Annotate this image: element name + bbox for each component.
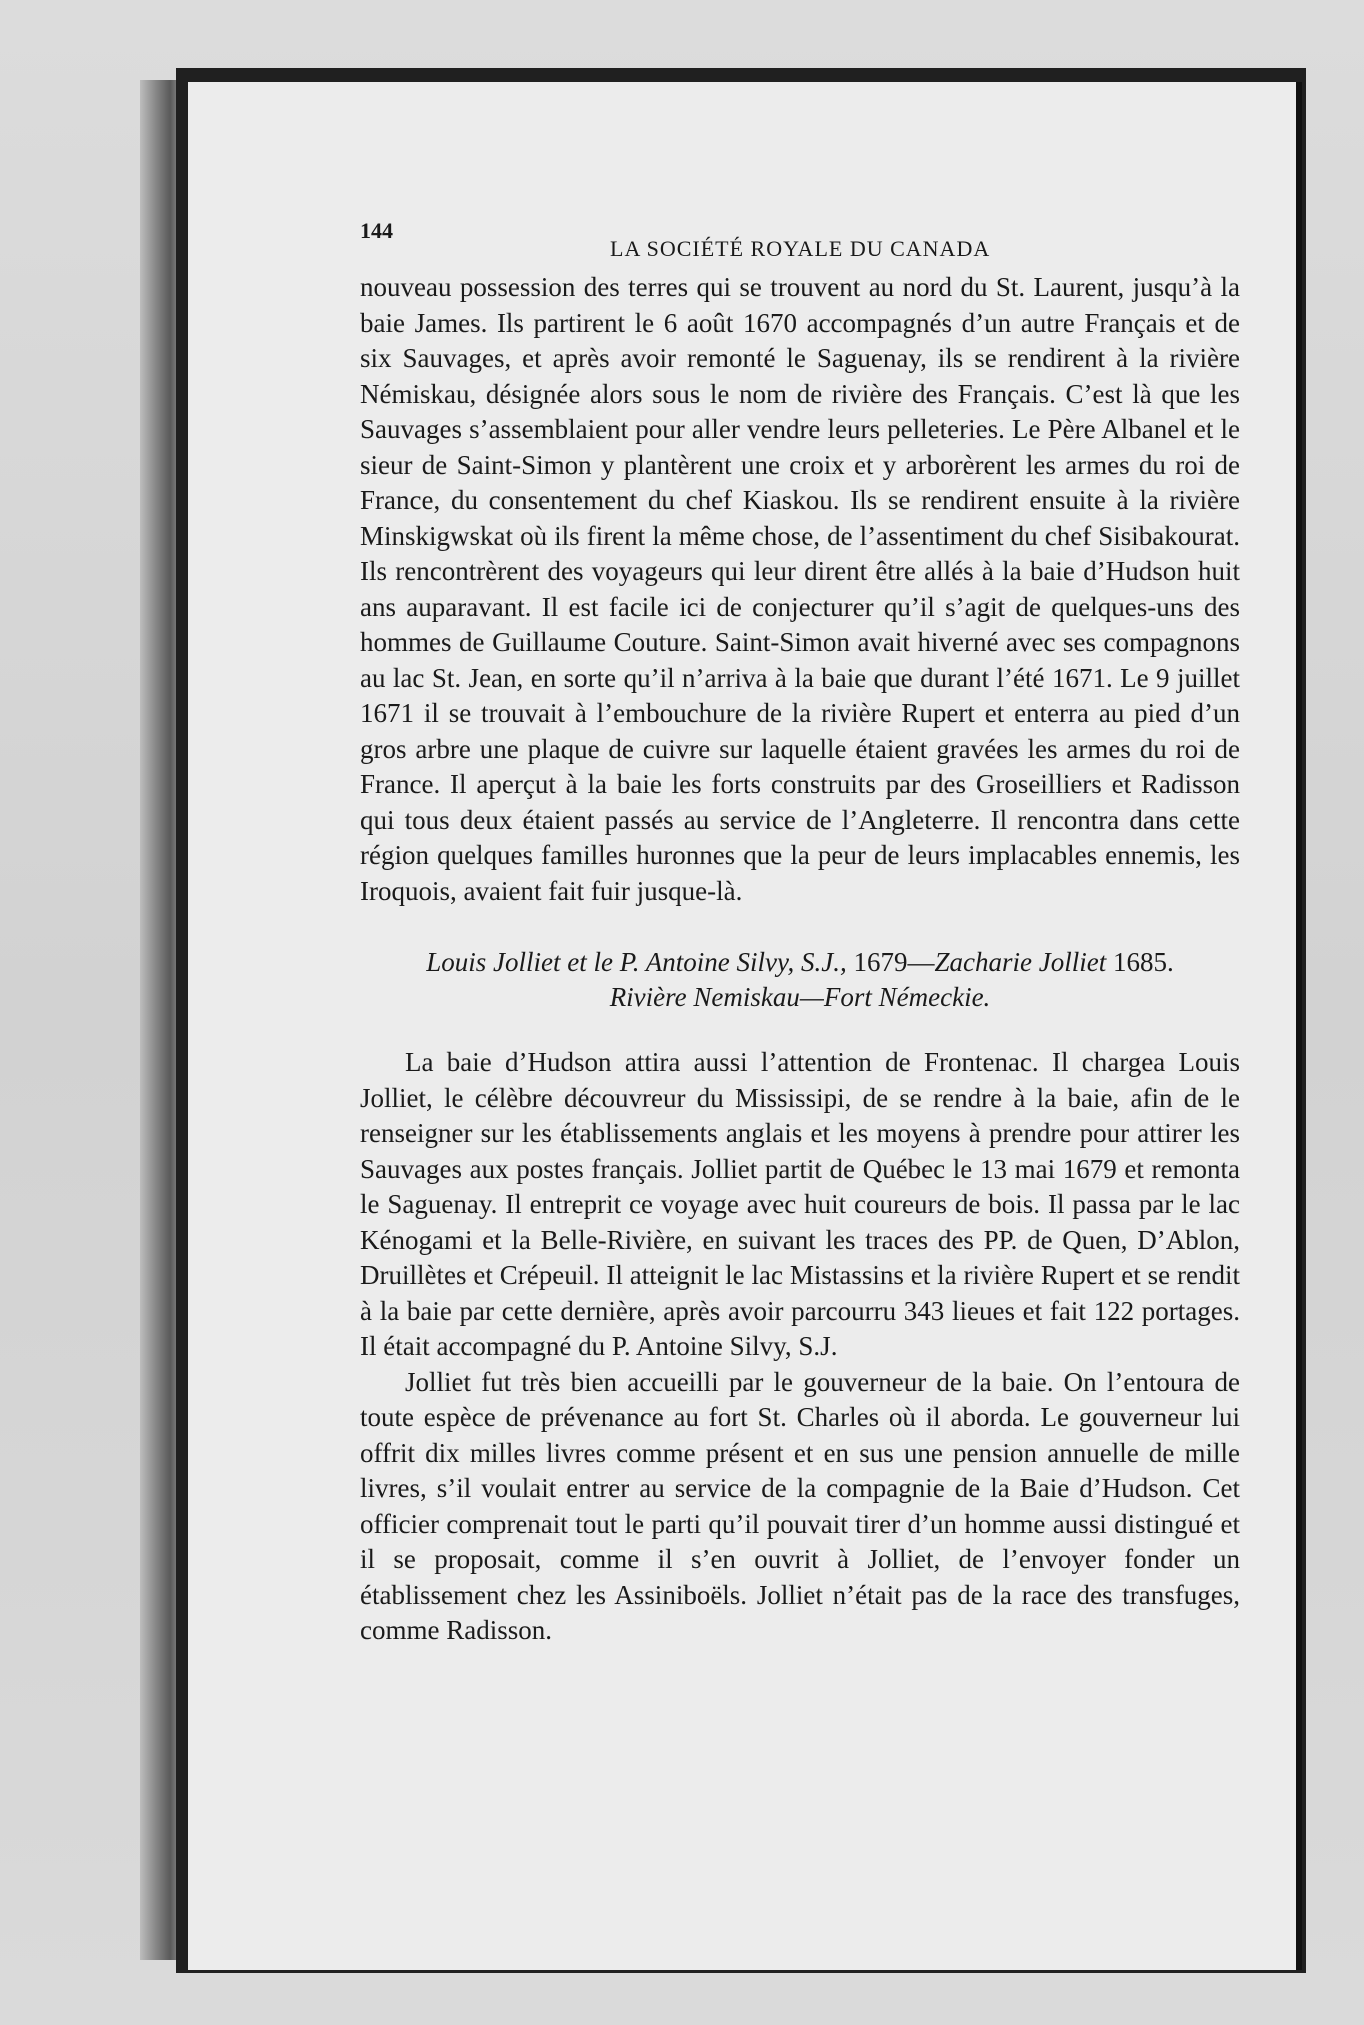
paragraph-2: La baie d’Hudson attira aussi l’attention de Frontenac. Il chargea Louis Jolliet, le célèbre découvreur du Mississipi, de se rendre à la baie, afin de le renseigner sur les établissements anglais et les moyens à prendre pour attirer les Sauvages aux postes français. Jolliet partit de Québec le 13 mai 1679 et remonta le Saguenay. Il entreprit ce voyage avec huit coureurs de bois. Il passa par le lac Kénogami et la Belle-Rivière, en suivant les traces des PP. de Quen, D’Ablon, Druillètes et Crépeuil. Il atteignit le lac Mistassins et la rivière Rupert et se rendit à la baie par cette dernière, après avoir parcourru 343 lieues et fait 122 portages. Il était accompagné du P. Antoine Silvy, S.J. [360,1047,1240,1361]
section-heading-line-1 [360,945,1240,980]
section-heading-part-3: Zacharie Jolliet [934,947,1107,977]
page-right-edge [1296,82,1302,1970]
page-header [360,218,1240,270]
paragraph-3: Jolliet fut très bien accueilli par le gouverneur de la baie. On l’entoura de toute espèce de prévenance au fort St. Charles où il aborda. Le gouverneur lui offrit dix milles livres comme présent et en sus une pension annuelle de mille livres, s’il voulait entrer au service de la compagnie de la Baie d’Hudson. Cet officier comprenait tout le parti qu’il pouvait tirer d’un homme aussi distingué et il se proposait, comme il s’en ouvrit à Jolliet, de l’envoyer fonder un établissement chez les Assiniboëls. Jolliet n’était pas de la race des transfuges, comme Radisson. [360,1366,1240,1645]
section-heading-part-2: 1679— [846,947,935,977]
section-heading-part-1: Louis Jolliet et le P. Antoine Silvy, S.J., [426,947,847,977]
page-number: 144 [360,218,393,243]
section-heading-part-4: 1685. [1106,947,1174,977]
section-heading [360,945,1240,1015]
paragraph-1: nouveau possession des terres qui se trouvent au nord du St. Laurent, jusqu’à la baie James. Ils partirent le 6 août 1670 accompagnés d’un autre Français et de six Sauvages, et après avoir remonté le Saguenay, ils se rendirent à la rivière Némiskau, désignée alors sous le nom de rivière des Français. C’est là que les Sauvages s’assemblaient pour aller vendre leurs pelleteries. Le Père Albanel et le sieur de Saint-Simon y plantèrent une croix et y arborèrent les armes du roi de France, du consentement du chef Kiaskou. Ils se rendirent ensuite à la rivière Minskigwskat où ils firent la même chose, de l’assentiment du chef Sisibakourat. Ils rencontrèrent des voyageurs qui leur dirent être allés à la baie d’Hudson huit ans auparavant. Il est facile ici de conjecturer qu’il s’agit de quelques-uns des hommes de Guillaume Couture. Saint-Simon avait hiverné avec ses compagnons au lac St. Jean, en sorte qu’il n’arriva à la baie que durant l’été 1671. Le 9 juillet 1671 il se trouvait à l’embouchure de la rivière Rupert et enterra au pied d’un gros arbre une plaque de cuivre sur laquelle étaient gravées les armes du roi de France. Il aperçut à la baie les forts construits par des Groseilliers et Radisson qui tous deux étaient passés au service de l’Angleterre. Il rencontra dans cette région quelques familles huronnes que la peur de leurs implacables ennemis, les Iroquois, avaient fait fuir jusque-là. [360,272,1240,906]
page-content [360,218,1240,1649]
running-head: LA SOCIÉTÉ ROYALE DU CANADA [610,236,991,261]
section-heading-line-2: Rivière Nemiskau—Fort Némeckie. [609,982,991,1012]
